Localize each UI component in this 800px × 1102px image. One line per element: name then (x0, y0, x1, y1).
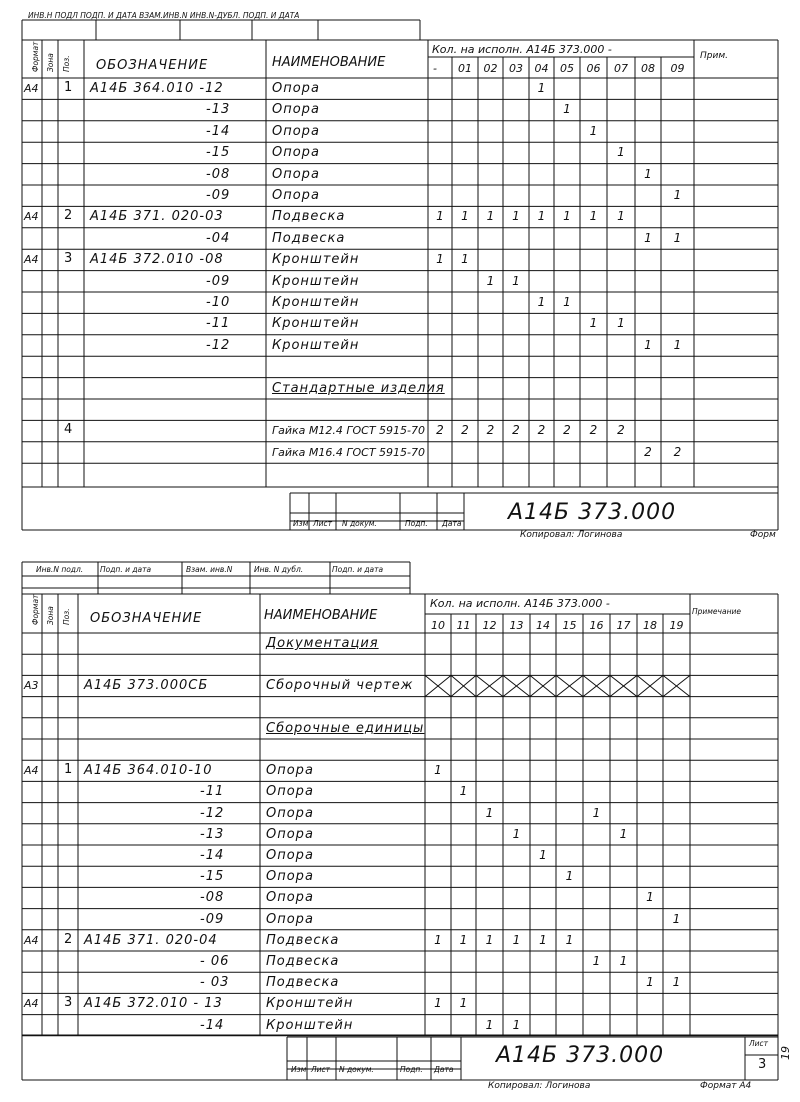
cell-qty: 1 (646, 975, 654, 990)
copied-by-2: Копировал: Логинова (488, 1081, 591, 1091)
exec-col-11: 11 (456, 619, 471, 632)
cell-format: А4 (24, 82, 39, 95)
cell-qty: 1 (646, 890, 654, 905)
cell-qty: 1 (537, 295, 546, 309)
cell-qty: 1 (563, 295, 571, 309)
stamp2-label-podp: Подп. (400, 1065, 423, 1074)
copied-by: Копировал: Логинова (520, 530, 623, 540)
cell-qty: 1 (589, 123, 598, 138)
exec-col-04: 04 (534, 62, 549, 75)
cell-designation: -13 (206, 102, 231, 118)
exec-col-16: 16 (589, 619, 604, 632)
cell-qty: 1 (673, 188, 682, 202)
cell-name: Опора (266, 890, 314, 906)
cell-qty: 1 (436, 209, 444, 224)
cell-designation: -08 (200, 890, 225, 906)
cell-pos: 2 (64, 208, 73, 224)
cell-qty: 1 (619, 954, 628, 968)
cell-name: Опора (272, 102, 320, 118)
cell-designation: -15 (200, 869, 225, 885)
cell-format: А3 (24, 679, 39, 693)
cell-designation: А14Б 371. 020-03 (90, 209, 224, 225)
cell-qty: 1 (672, 911, 681, 926)
cell-designation: -10 (206, 295, 231, 310)
cell-name: Опора (266, 805, 314, 821)
cell-qty: 1 (565, 869, 574, 884)
margin-mark: 19 (779, 1046, 792, 1060)
cell-name: Подвеска (266, 954, 340, 969)
cell-designation: -04 (206, 230, 231, 246)
col-header-name-2: НАИМЕНОВАНИЕ (264, 608, 378, 623)
cell-designation: А14Б 371. 020-04 (84, 932, 218, 948)
cell-designation: - 03 (200, 975, 230, 991)
cell-designation: -11 (206, 316, 231, 332)
stamp2-label-data: Дата (434, 1065, 454, 1074)
cell-qty: 1 (512, 932, 521, 947)
exec-col-13: 13 (509, 619, 524, 632)
exec-col-01: 01 (458, 62, 472, 75)
cell-qty: 1 (673, 230, 682, 245)
stamp-label-ndokum: N докум. (342, 519, 377, 528)
exec-col-14: 14 (536, 619, 550, 632)
cell-name: Опора (272, 123, 320, 139)
col-header-zone: Зона (46, 53, 55, 72)
col-header-format-2: Формат (31, 594, 40, 625)
exec-col-05: 05 (560, 62, 574, 75)
cell-qty: 1 (672, 975, 681, 990)
cell-name: Кронштейн (272, 295, 360, 310)
stamp2-label-list: Лист (311, 1065, 331, 1074)
col-header-designation: ОБОЗНАЧЕНИЕ (96, 58, 209, 73)
cell-qty: 1 (589, 316, 598, 331)
cell-qty: 1 (644, 166, 652, 181)
cell-name: Гайка М16.4 ГОСТ 5915-70 (272, 445, 426, 459)
sheet-label: Лист (749, 1039, 769, 1048)
cell-designation: А14Б 372.010 -08 (90, 252, 224, 268)
stamp-vzam-inv: Взам. инв.N (186, 565, 233, 574)
cell-designation: А14Б 373.000СБ (84, 678, 209, 694)
cell-qty: 1 (461, 252, 469, 267)
archive-stamp-strip: ИНВ.Н ПОДЛ ПОДП. И ДАТА ВЗАМ.ИНВ.N ИНВ.N-ДУБЛ. ПОДП. И ДАТА (28, 11, 300, 20)
cell-designation: -09 (206, 273, 231, 289)
cell-designation: -15 (206, 145, 231, 161)
cell-qty: 1 (592, 805, 601, 820)
cell-qty: 1 (592, 954, 601, 968)
cell-format: А4 (24, 764, 39, 778)
stamp-podp-data-2: Подп. и дата (332, 565, 384, 574)
cell-name: Кронштейн (272, 337, 360, 353)
stamp-label-data: Дата (442, 519, 462, 528)
cell-designation: -14 (200, 1017, 225, 1033)
cell-name: Документация (266, 636, 379, 651)
cell-name: Подвеска (272, 209, 346, 225)
exec-col-03: 03 (509, 62, 523, 75)
col-header-pos: Поз. (62, 55, 71, 72)
exec-col-18: 18 (643, 619, 657, 632)
cell-name: Подвеска (266, 932, 340, 948)
cell-qty: 2 (673, 444, 682, 459)
cell-name: Опора (272, 145, 320, 161)
cell-pos: 4 (64, 422, 73, 438)
cell-designation: -12 (200, 805, 225, 821)
cell-qty: 1 (512, 273, 520, 288)
cell-name: Опора (266, 763, 314, 779)
cell-qty: 2 (486, 423, 495, 438)
cell-qty: 2 (461, 423, 469, 438)
cell-designation: -14 (206, 123, 231, 139)
cell-designation: -14 (200, 848, 225, 863)
col-header-name: НАИМЕНОВАНИЕ (272, 55, 386, 70)
col-header-zone-2: Зона (46, 606, 55, 625)
col-header-qty-title-2: Кол. на исполн. А14Б 373.000 - (430, 597, 610, 610)
cell-designation: - 06 (200, 954, 230, 969)
stamp2-label-ndokum: N докум. (339, 1065, 374, 1074)
cell-qty: 1 (459, 932, 468, 947)
cell-qty: 1 (512, 1017, 521, 1032)
format-label-2: Формат А4 (700, 1081, 752, 1091)
cell-qty: 1 (512, 826, 521, 841)
cell-designation: А14Б 364.010 -12 (90, 81, 224, 96)
stamp-inv-dubl: Инв. N дубл. (254, 565, 304, 574)
cell-format: А4 (24, 210, 39, 224)
cell-qty: 1 (617, 145, 625, 160)
cell-format: А4 (24, 997, 39, 1011)
cell-pos: 1 (64, 80, 73, 95)
cell-qty: 1 (485, 805, 494, 820)
cell-pos: 2 (64, 931, 73, 947)
cell-format: А4 (24, 253, 39, 267)
cell-qty: 1 (512, 209, 520, 224)
cell-pos: 3 (64, 995, 73, 1011)
exec-col-07: 07 (614, 62, 628, 75)
stamp2-label-izm: Изм (291, 1065, 307, 1074)
cell-qty: 1 (539, 848, 547, 862)
cell-qty: 1 (461, 209, 469, 224)
cell-qty: 1 (434, 932, 442, 947)
cell-qty: 1 (563, 209, 571, 224)
cell-name: Опора (266, 869, 314, 885)
cell-name: Опора (272, 166, 320, 182)
cell-name: Опора (266, 784, 314, 800)
cell-designation: А14Б 372.010 - 13 (84, 996, 223, 1012)
cell-name: Опора (266, 911, 314, 927)
cell-pos: 1 (64, 762, 73, 778)
cell-qty: 2 (512, 423, 520, 438)
cell-designation: -08 (206, 166, 231, 182)
col-header-format: Формат (31, 41, 40, 72)
cell-qty: 1 (644, 230, 652, 245)
format-label: Форм (750, 530, 776, 540)
stamp-label-list: Лист (313, 519, 333, 528)
cell-format: А4 (24, 933, 39, 947)
cell-name: Кронштейн (266, 1017, 354, 1033)
col-header-designation-2: ОБОЗНАЧЕНИЕ (90, 611, 203, 626)
cell-qty: 1 (673, 337, 682, 352)
col-header-qty-title: Кол. на исполн. А14Б 373.000 - (432, 43, 612, 56)
exec-col-02: 02 (483, 62, 498, 75)
exec-col-19: 19 (669, 619, 684, 632)
col-header-note-2: Примечание (692, 607, 741, 616)
cell-qty: 1 (459, 996, 468, 1011)
cell-name: Гайка М12.4 ГОСТ 5915-70 (272, 424, 426, 438)
cell-name: Опора (266, 848, 314, 863)
cell-qty: 1 (537, 209, 546, 224)
sheet-number: 3 (758, 1057, 767, 1072)
cell-name: Опора (272, 81, 320, 96)
document-number: А14Б 373.000 (508, 500, 677, 525)
cell-qty: 2 (537, 423, 546, 438)
cell-qty: 1 (537, 81, 546, 95)
col-header-note: Прим. (700, 51, 728, 61)
cell-designation: -11 (200, 784, 225, 800)
cell-name: Кронштейн (272, 316, 360, 332)
exec-col--: - (433, 62, 437, 75)
cell-qty: 1 (485, 1017, 494, 1032)
cell-qty: 1 (485, 932, 494, 947)
cell-qty: 2 (589, 423, 598, 438)
exec-col-12: 12 (482, 619, 497, 632)
cell-name: Сборочный чертеж (266, 678, 414, 694)
cell-qty: 1 (436, 252, 444, 267)
cell-qty: 1 (486, 209, 495, 224)
cell-qty: 2 (617, 423, 625, 438)
cell-qty: 1 (589, 209, 598, 224)
cell-qty: 1 (617, 316, 625, 331)
cell-designation: А14Б 364.010-10 (84, 763, 213, 779)
cell-qty: 1 (459, 784, 468, 799)
cell-name: Кронштейн (266, 996, 354, 1012)
cell-designation: -13 (200, 826, 225, 842)
cell-qty: 1 (563, 102, 571, 117)
exec-col-17: 17 (616, 619, 631, 632)
cell-name: Опора (272, 188, 320, 203)
cell-qty: 1 (434, 996, 442, 1011)
cell-name: Подвеска (272, 230, 346, 246)
cell-qty: 1 (619, 826, 628, 841)
exec-col-10: 10 (431, 619, 445, 632)
cell-qty: 1 (644, 337, 652, 352)
cell-name: Сборочные единицы (266, 720, 425, 736)
cell-designation: -09 (200, 911, 225, 927)
exec-col-09: 09 (670, 62, 685, 75)
cell-qty: 2 (563, 423, 571, 438)
exec-col-08: 08 (641, 62, 655, 75)
cell-qty: 1 (434, 763, 442, 778)
exec-col-15: 15 (562, 619, 577, 632)
cell-qty: 1 (565, 932, 574, 947)
cell-pos: 3 (64, 251, 73, 267)
cell-name: Кронштейн (272, 273, 360, 289)
exec-col-06: 06 (586, 62, 601, 75)
col-header-pos-2: Поз. (62, 608, 71, 625)
cell-name: Кронштейн (272, 252, 360, 268)
cell-qty: 1 (539, 932, 547, 947)
cell-qty: 2 (436, 423, 444, 438)
cell-designation: -12 (206, 337, 231, 353)
cell-qty: 1 (617, 209, 625, 224)
cell-name: Подвеска (266, 975, 340, 991)
stamp-label-podp: Подп. (405, 519, 428, 528)
stamp-podp-data: Подп. и дата (100, 565, 152, 574)
stamp-label-izm: Изм (293, 519, 309, 528)
stamp-inv-podl: Инв.N подл. (36, 565, 84, 574)
cell-name: Опора (266, 826, 314, 842)
cell-qty: 1 (486, 273, 495, 288)
cell-name: Стандартные изделия (272, 380, 445, 396)
cell-designation: -09 (206, 188, 231, 203)
cell-qty: 2 (644, 444, 652, 459)
document-number-2: А14Б 373.000 (496, 1043, 665, 1068)
